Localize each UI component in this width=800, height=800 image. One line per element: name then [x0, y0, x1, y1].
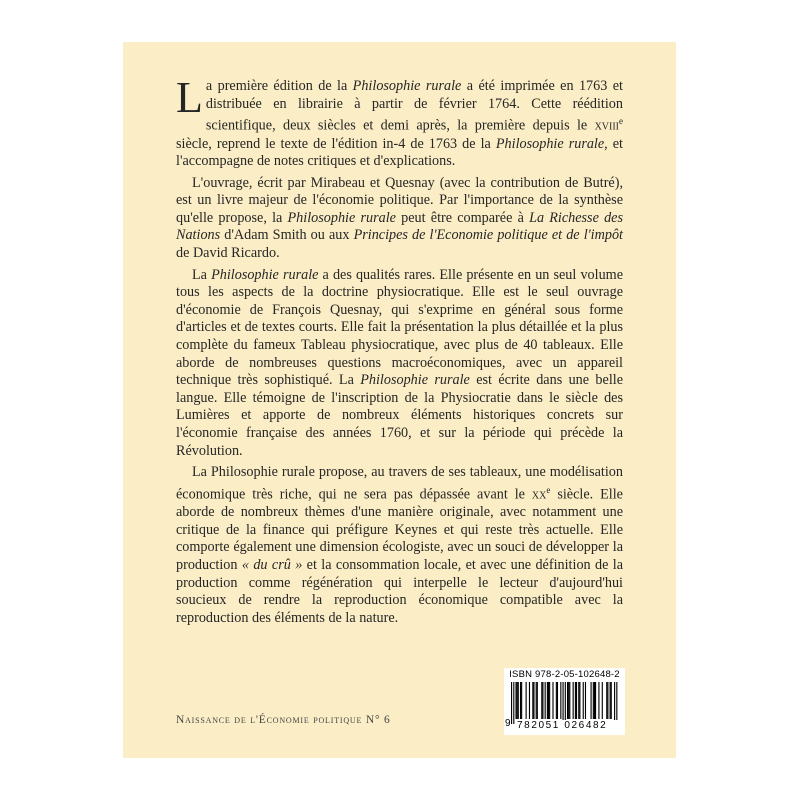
- barcode-bar: [511, 682, 512, 724]
- barcode-bar: [560, 682, 561, 719]
- barcode-bar: [565, 682, 566, 724]
- barcode-bar: [569, 682, 570, 719]
- barcode-bar: [579, 682, 580, 719]
- barcode-bar: [548, 682, 549, 719]
- barcode-bar: [547, 682, 548, 719]
- series-title: Naissance de l'Économie politique N° 6: [176, 714, 391, 726]
- barcode-bar: [552, 682, 553, 719]
- paragraph-4: La Philosophie rurale propose, au travers de ses tableaux, une modélisation économique très riche, qui ne sera pas dépassée avant le $xx^e$ siècle. Elle aborde de nombreux thèmes d'une manière originale, avec notamment une critique de la finance qui préfigure Keynes et qui reste très actuelle. Elle comporte également une dimension écologiste, avec un souci de développer la production « du crû » et la consommation locale, et avec une définition de la production comme régénération qui interpelle le lecteur d'aujourd'hui soucieux de rendre la reproduction économique compatible avec la reproduction des éléments de la nature.: [176, 464, 624, 626]
- barcode-bar: [556, 682, 557, 719]
- paragraph-2: L'ouvrage, écrit par Mirabeau et Quesnay (avec la contribution de Butré), est un livre majeur de l'économie politique. Par l'importance de la synthèse qu'elle propose, la Philosophie rurale peut être comparée à La Richesse des Nations d'Adam Smith ou aux Principes de l'Economie politique et de l'impôt de David Ricardo.: [176, 174, 623, 262]
- barcode-bar: [545, 682, 546, 719]
- barcode-bar: [585, 682, 586, 719]
- barcode-bar: [536, 682, 537, 719]
- barcode-bar: [606, 682, 607, 719]
- barcode-bar: [532, 682, 533, 719]
- isbn-label: ISBN 978-2-05-102648-2: [509, 669, 620, 680]
- barcode-bar: [542, 682, 543, 719]
- barcode-bar: [616, 682, 617, 724]
- barcode-bar: [595, 682, 596, 719]
- barcode-bar: [529, 682, 530, 719]
- barcode-block: [504, 668, 625, 735]
- book-back-cover: [123, 42, 676, 758]
- barcode-bar: [591, 682, 592, 719]
- blurb-text: [176, 73, 624, 627]
- barcode-bar: [614, 682, 615, 724]
- barcode-bar: [541, 682, 542, 719]
- barcode-bar: [576, 682, 577, 719]
- barcode-bar: [611, 682, 612, 719]
- barcode-bar: [515, 682, 516, 719]
- barcode-bar: [520, 682, 521, 719]
- barcode-bar: [568, 682, 569, 719]
- barcode-bar: [563, 682, 564, 724]
- barcode-bar: [575, 682, 576, 719]
- barcode-bar: [583, 682, 584, 719]
- paragraph-3: La Philosophie rurale a des qualités rares. Elle présente en un seul volume tous les aspects de la doctrine physiocratique. Elle est le seul ouvrage d'économie de François Quesnay, qui s'exprime en général sous forme d'articles et de textes courts. Elle fait la présentation la plus détaillée et la plus complète du fameux Tableau physiocratique, avec plus de 40 tableaux. Elle aborde de nombreuses questions macroéconomiques, avec un appareil technique très sophistiqué. La Philosophie rurale est écrite dans une belle langue. Elle témoigne de l'inscription de la Physiocratie dans le siècle des Lumières et apporte de nombreux éléments historiques concrets sur l'économie française des années 1760, et sur la période qui précède la Révolution.: [176, 266, 624, 459]
- barcode-bar: [549, 682, 550, 719]
- paragraph-1: La première édition de la Philosophie rurale a été imprimée en 1763 et distribuée en librairie à partir de février 1764. Cette réédition scientifique, deux siècles et demi après, la première depuis le xviii$^e$ siècle, reprend le texte de l'édition in-4 de 1763 de la Philosophie rurale, et l'accompagne de notes critiques et d'explications.: [176, 73, 623, 170]
- barcode-bar: [521, 682, 522, 719]
- barcode-bar: [610, 682, 611, 719]
- barcode-bar: [517, 682, 518, 719]
- barcode-bar: [526, 682, 527, 719]
- barcode-bar: [607, 682, 608, 719]
- drop-cap: L: [176, 73, 203, 122]
- barcode-bar: [557, 682, 558, 719]
- ean-first-digit: 9: [505, 718, 511, 729]
- barcode-bar: [518, 682, 519, 719]
- barcode-icon: [511, 682, 618, 724]
- barcode-bar: [578, 682, 579, 719]
- barcode-bar: [537, 682, 538, 719]
- barcode-bar: [593, 682, 594, 719]
- barcode-bar: [594, 682, 595, 719]
- barcode-bar: [573, 682, 574, 719]
- barcode-bar: [567, 682, 568, 719]
- ean-digits: 782051 026482: [517, 720, 621, 732]
- barcode-bar: [533, 682, 534, 719]
- barcode-bar: [602, 682, 603, 719]
- barcode-bar: [598, 682, 599, 719]
- barcode-bar: [513, 682, 514, 724]
